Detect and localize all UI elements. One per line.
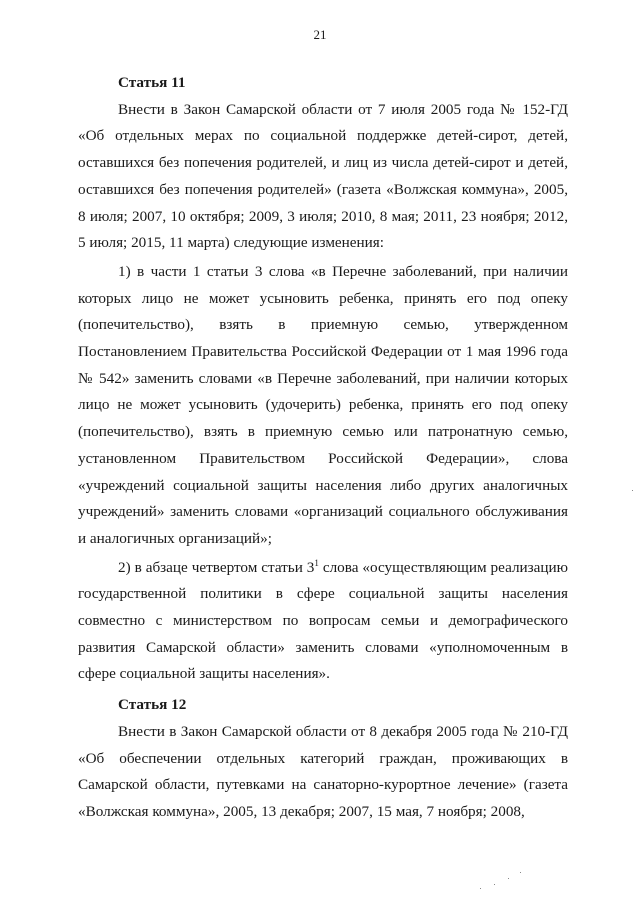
article-11-intro: Внести в Закон Самарской области от 7 июля 2005 года № 152-ГД «Об отдельных мерах по социальной поддержке детей-сирот, детей, оставшихся без попечения родителей, и лиц из числа детей-сирот и детей, оставшихся без попечения родителей» (газета «Волжская коммуна», 2005, 8 июля; 2007, 10 октября; 2009, 3 июля; 2010, 8 мая; 2011, 23 ноября; 2012, 5 июля; 2015, 11 марта) следующие изменения:: [78, 100, 568, 252]
document-body: [78, 70, 568, 826]
scan-speck: [520, 872, 521, 873]
article-11-item-2-rest: слова «осуществляющим реализацию государственной политики в сфере социальной защиты населения совместно с министерством по вопросам семьи и демографического развития Самарской области» заменить словами «уполномоченным в сфере социальной защиты населения».: [78, 558, 568, 683]
article-11-heading: Статья 11: [118, 74, 186, 91]
scan-speck: [494, 884, 495, 885]
page-number: 21: [313, 27, 327, 42]
article-12-heading: Статья 12: [118, 696, 187, 714]
scan-speck: [480, 888, 481, 889]
article-12-intro: Внести в Закон Самарской области от 8 декабря 2005 года № 210-ГД «Об обеспечении отдельных категорий граждан, проживающих в Самарской области, путевками на санаторно-курортное лечение» (газета «Волжская коммуна», 2005, 13 декабря; 2007, 15 мая, 7 ноября; 2008,: [78, 722, 568, 820]
scan-speck: [508, 878, 509, 879]
article-11-item-2-prefix: 2) в абзаце четвертом статьи 3: [118, 558, 315, 576]
article-11-item-1: 1) в части 1 статьи 3 слова «в Перечне заболеваний, при наличии которых лицо не может усыновить ребенка, принять его под опеку (попечительство), взять в приемную семью, утвержденном Постановлением Правительства Российской Федерации от 1 мая 1996 года № 542» заменить словами «в Перечне заболеваний, при наличии которых лицо не может усыновить (удочерить) ребенка, принять его под опеку (попечительство), взять в приемную семью или патронатную семью, установленном Правительством Российской Федерации», слова «учреждений социальной защиты населения либо других аналогичных учреждений» заменить словами «организаций социального обслуживания и аналогичных организаций»;: [78, 262, 568, 547]
article-number-superscript: 1: [314, 557, 319, 568]
scan-speck: [632, 490, 633, 491]
article-11-item-2: [78, 555, 568, 689]
